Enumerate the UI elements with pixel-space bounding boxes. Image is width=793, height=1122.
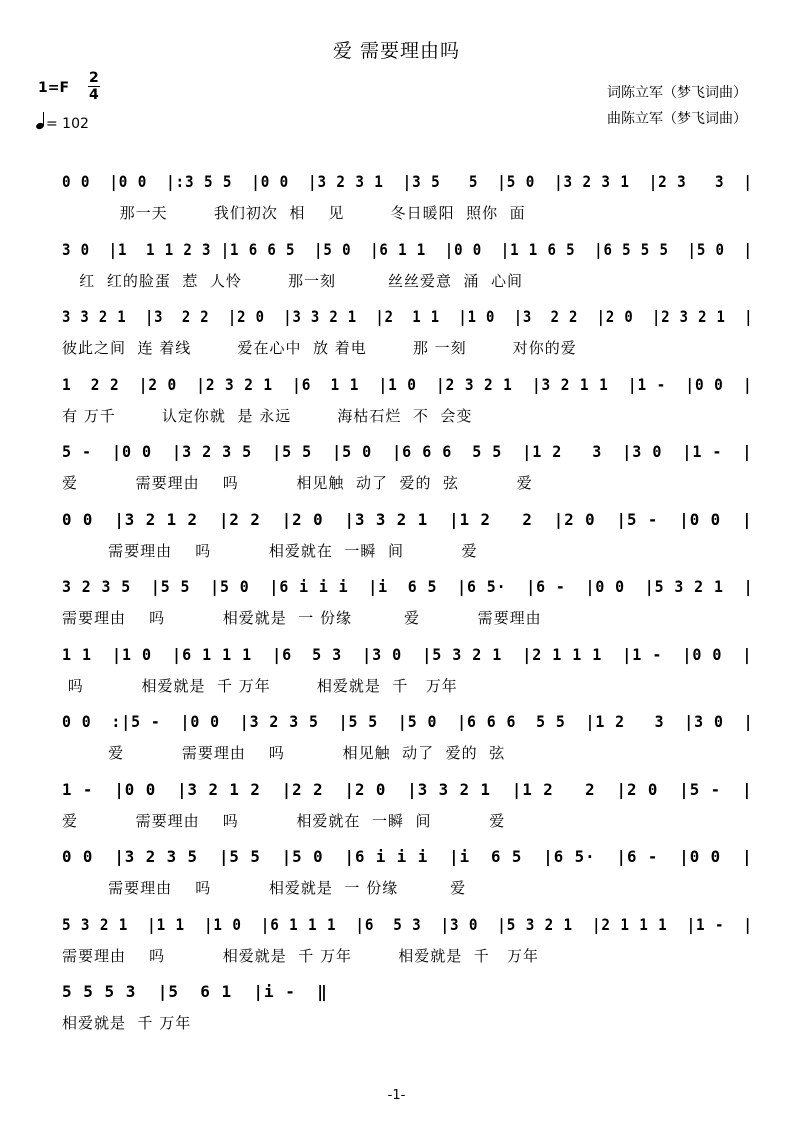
- score-row: [0, 780, 793, 842]
- lyric-line: 相爱就是 千 万年: [62, 1014, 192, 1032]
- notation-line: 3 2 3 5 |5 5 |5 0 |6 i i i |i 6 5 |6 5· |6 - |0 0 |5 3 2 1 |: [62, 577, 754, 596]
- key-signature: 1=F: [38, 80, 70, 96]
- notation-line: 3 0 |1 1 1 2 3 |1 6 6 5 |5 0 |6 1 1 |0 0 |1 1 6 5 |6 5 5 5 |5 0 |: [62, 239, 753, 259]
- tempo-marking: [36, 114, 89, 132]
- notation-line: 0 0 |3 2 3 5 |5 5 |5 0 |6 i i i |i 6 5 |6 5· |6 - |0 0 |: [62, 847, 753, 866]
- score-row: [0, 240, 793, 302]
- lyric-line: 需要理由 吗 相爱就是 一 份缘 爱 需要理由: [62, 609, 542, 627]
- time-bottom: 4: [89, 87, 99, 103]
- notation-line: 5 3 2 1 |1 1 |1 0 |6 1 1 1 |6 5 3 |3 0 |5 3 2 1 |2 1 1 1 |1 - |: [62, 914, 753, 934]
- time-signature: [88, 70, 100, 103]
- score-row: [0, 577, 793, 639]
- time-top: 2: [89, 70, 99, 86]
- notation-line: 1 2 2 |2 0 |2 3 2 1 |6 1 1 |1 0 |2 3 2 1 |3 2 1 1 |1 - |0 0 |: [62, 374, 753, 394]
- score-row: [0, 645, 793, 707]
- tempo-value: = 102: [46, 116, 89, 132]
- score-row: [0, 915, 793, 977]
- composer-credit: 曲陈立军（梦飞词曲）: [607, 111, 747, 127]
- notation-line: 0 0 |3 2 1 2 |2 2 |2 0 |3 3 2 1 |1 2 2 |2 0 |5 - |0 0 |: [62, 509, 753, 529]
- score-row: [0, 712, 793, 774]
- notation-line: 5 5 5 3 |5 6 1 |i - ‖: [62, 982, 328, 1001]
- lyric-line: 彼此之间 连 着线 爱在心中 放 着电 那 一刻 对你的爱: [62, 339, 577, 357]
- notation-line: 3 3 2 1 |3 2 2 |2 0 |3 3 2 1 |2 1 1 |1 0 |3 2 2 |2 0 |2 3 2 1 |: [62, 307, 754, 326]
- lyric-line: 爱 需要理由 吗 相见触 动了 爱的 弦 爱: [62, 474, 533, 492]
- score-row: [0, 375, 793, 437]
- score-row: [0, 982, 793, 1044]
- notation-line: 0 0 |0 0 |:3 5 5 |0 0 |3 2 3 1 |3 5 5 |5 0 |3 2 3 1 |2 3 3 |: [62, 172, 753, 191]
- page-number: -1-: [387, 1088, 406, 1103]
- lyric-line: 需要理由 吗 相爱就在 一瞬 间 爱: [62, 541, 478, 560]
- lyric-line: 爱 需要理由 吗 相爱就在 一瞬 间 爱: [62, 811, 506, 830]
- score-row: [0, 307, 793, 369]
- lyricist-credit: 词陈立军（梦飞词曲）: [607, 85, 747, 101]
- lyric-line: 爱 需要理由 吗 相见触 动了 爱的 弦: [62, 744, 506, 762]
- lyric-line: 有 万千 认定你就 是 永远 海枯石烂 不 会变: [62, 406, 473, 425]
- lyric-line: 需要理由 吗 相爱就是 千 万年 相爱就是 千 万年: [62, 946, 540, 965]
- notation-line: 5 - |0 0 |3 2 3 5 |5 5 |5 0 |6 6 6 5 5 |1 2 3 |3 0 |1 - |: [62, 442, 753, 461]
- lyric-line: 那一天 我们初次 相 见 冬日暖阳 照你 面: [62, 204, 526, 222]
- score-row: [0, 442, 793, 504]
- score-row: [0, 847, 793, 909]
- lyric-line: 红 红的脸蛋 惹 人怜 那一刻 丝丝爱意 涌 心间: [62, 271, 524, 290]
- notation-line: 1 1 |1 0 |6 1 1 1 |6 5 3 |3 0 |5 3 2 1 |2 1 1 1 |1 - |0 0 |: [62, 644, 753, 664]
- lyric-line: 需要理由 吗 相爱就是 一 份缘 爱: [62, 879, 467, 897]
- notation-line: 0 0 :|5 - |0 0 |3 2 3 5 |5 5 |5 0 |6 6 6 5 5 |1 2 3 |3 0 |: [62, 712, 754, 731]
- song-title: 爱 需要理由吗: [332, 40, 461, 62]
- score-row: [0, 172, 793, 234]
- notation-line: 1 - |0 0 |3 2 1 2 |2 2 |2 0 |3 3 2 1 |1 2 2 |2 0 |5 - |: [62, 779, 753, 799]
- score-row: [0, 510, 793, 572]
- lyric-line: 吗 相爱就是 千 万年 相爱就是 千 万年: [62, 676, 458, 695]
